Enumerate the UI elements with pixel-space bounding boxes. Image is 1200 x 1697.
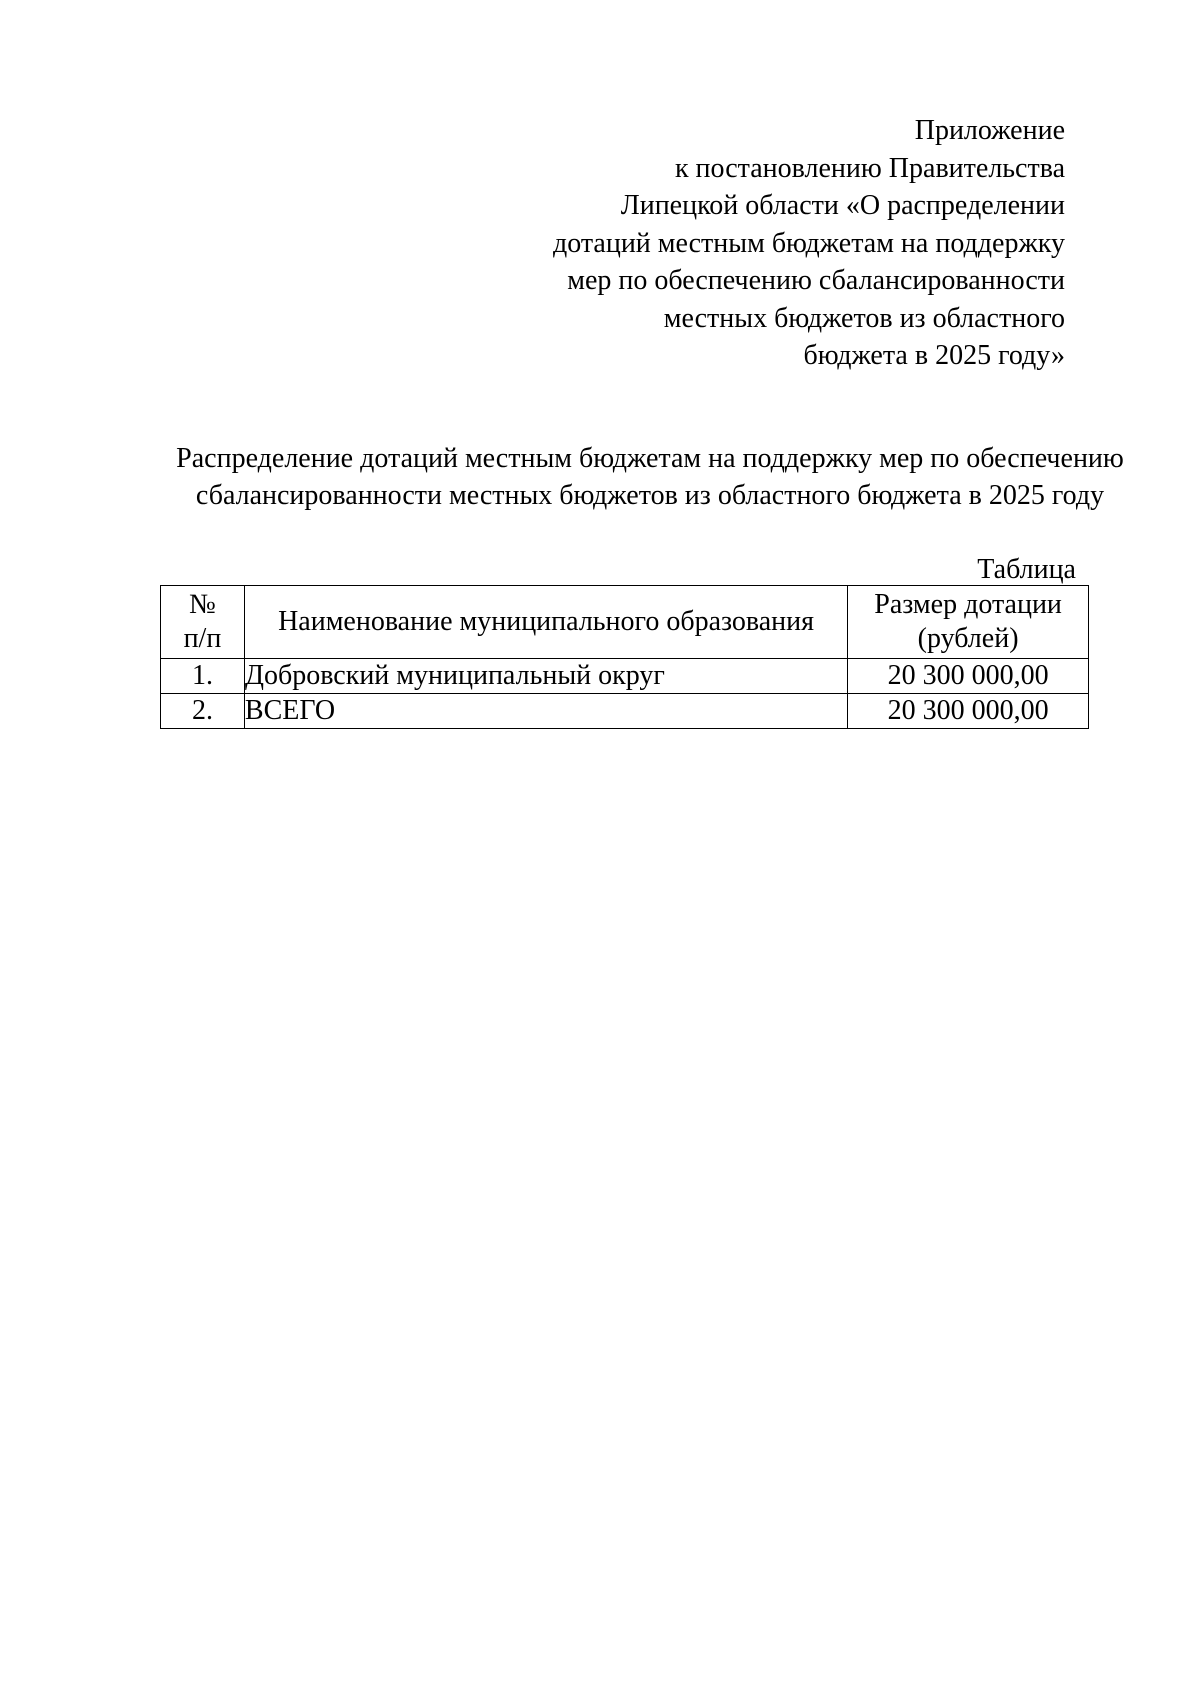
row-amount: 20 300 000,00	[848, 659, 1089, 694]
table-label: Таблица	[977, 554, 1076, 585]
header-number-abbr: п/п	[183, 623, 222, 654]
appendix-line: Приложение	[914, 115, 1065, 146]
table-row-total	[161, 694, 1089, 729]
subsidy-table	[160, 585, 1089, 729]
title-line: Распределение дотаций местным бюджетам на поддержку мер по обеспечению	[176, 443, 1124, 474]
table-row	[161, 659, 1089, 694]
row-number: 1.	[161, 659, 245, 694]
appendix-line: дотаций местным бюджетам на поддержку	[552, 227, 1065, 259]
header-amount	[848, 586, 1089, 659]
appendix-header	[505, 112, 1065, 375]
table-header-row	[161, 586, 1089, 659]
header-number	[161, 586, 245, 659]
header-name: Наименование муниципального образования	[244, 586, 847, 659]
row-municipality: Добровский муниципальный округ	[244, 659, 847, 694]
document-title	[160, 440, 1140, 514]
appendix-line: местных бюджетов из областного	[663, 302, 1065, 334]
appendix-line: бюджета в 2025 году»	[803, 340, 1065, 371]
header-number-symbol: №	[189, 589, 216, 620]
title-line: сбалансированности местных бюджетов из областного бюджета в 2025 году	[195, 480, 1105, 511]
row-amount: 20 300 000,00	[848, 694, 1089, 729]
appendix-line: к постановлению Правительства	[674, 152, 1065, 184]
appendix-line: Липецкой области «О распределении	[620, 190, 1065, 221]
row-number: 2.	[161, 694, 245, 729]
header-amount-unit: (рублей)	[917, 623, 1019, 654]
appendix-line: мер по обеспечению сбалансированности	[567, 265, 1065, 296]
header-amount-title: Размер дотации	[874, 589, 1062, 620]
row-municipality: ВСЕГО	[244, 694, 847, 729]
